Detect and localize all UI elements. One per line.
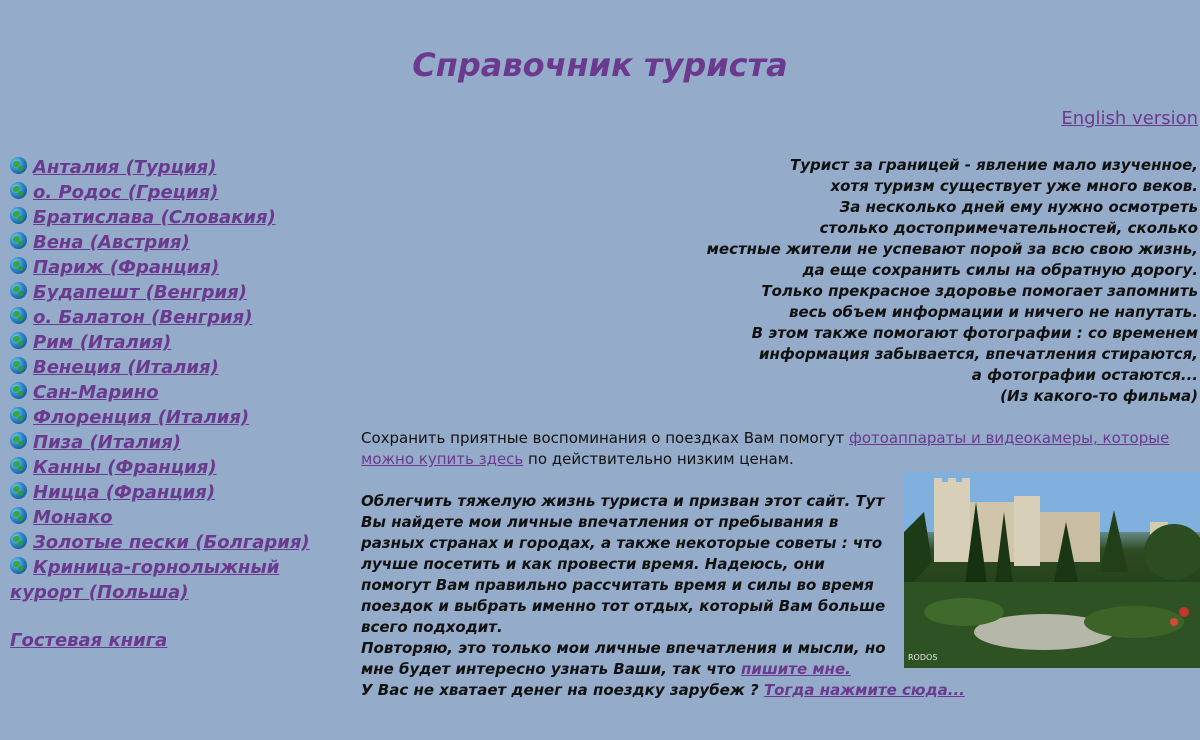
nav-link[interactable]: Золотые пески (Болгария) xyxy=(33,532,310,553)
nav-item-cannes xyxy=(10,455,355,480)
nav-item-vienna xyxy=(10,230,355,255)
globe-icon xyxy=(10,532,27,549)
nav-link[interactable]: Братислава (Словакия) xyxy=(33,207,276,228)
quote-line: Турист за границей - явление мало изученное, xyxy=(790,156,1198,174)
globe-icon xyxy=(10,182,27,199)
nav-link[interactable]: Пиза (Италия) xyxy=(33,432,181,453)
quote-line: информация забывается, впечатления стираются, xyxy=(759,345,1198,363)
quote-line: В этом также помогают фотографии : со временем xyxy=(751,324,1198,342)
nav-link[interactable]: Сан-Марино xyxy=(33,382,159,403)
nav-link[interactable]: Вена (Австрия) xyxy=(33,232,190,253)
nav-link[interactable]: Будапешт (Венгрия) xyxy=(33,282,247,303)
guestbook-link[interactable]: Гостевая книга xyxy=(10,630,168,651)
quote-source: (Из какого-то фильма) xyxy=(1000,387,1198,405)
nav-item-monaco xyxy=(10,505,355,530)
nav-link[interactable]: Париж (Франция) xyxy=(33,257,220,278)
camera-shop-link[interactable]: фотоаппараты и видеокамеры, которые можно купить здесь xyxy=(361,429,1170,468)
nav-item-krynica xyxy=(10,555,355,605)
nav-item-antalya xyxy=(10,155,355,180)
epigraph-quote xyxy=(558,155,1198,407)
nav-link[interactable]: о. Балатон (Венгрия) xyxy=(33,307,253,328)
globe-icon xyxy=(10,457,27,474)
nav-link[interactable]: о. Родос (Греция) xyxy=(33,182,219,203)
feedback-text: Повторяю, это только мои личные впечатления и мысли, но мне будет интересно узнать Ваши, так что xyxy=(361,639,886,678)
globe-icon xyxy=(10,407,27,424)
globe-icon xyxy=(10,432,27,449)
about-paragraph: Облегчить тяжелую жизнь туриста и призван этот сайт. Тут Вы найдете мои личные впечатления от пребывания в разных странах и городах, а также некоторые советы : что лучше посетить и как провести время. Надеюсь, они помогут Вам правильно рассчитать время и силы во время поездок и выбрать именно тот отдых, который Вам больше всего подходит. xyxy=(361,492,886,636)
nav-item-florence xyxy=(10,405,355,430)
nav-item-san-marino xyxy=(10,380,355,405)
globe-icon xyxy=(10,157,27,174)
quote-line: да еще сохранить силы на обратную дорогу. xyxy=(802,261,1198,279)
quote-line: местные жители не успевают порой за всю свою жизнь, xyxy=(706,240,1198,258)
photo-caption: RODOS xyxy=(908,653,938,662)
quote-line: хотя туризм существует уже много веков. xyxy=(830,177,1198,195)
money-text: У Вас не хватает денег на поездку зарубеж ? xyxy=(361,681,764,699)
nav-item-pisa xyxy=(10,430,355,455)
globe-icon xyxy=(10,307,27,324)
quote-line: а фотографии остаются... xyxy=(971,366,1198,384)
nav-item-venice xyxy=(10,355,355,380)
quote-line: весь объем информации и ничего не напутать. xyxy=(788,303,1198,321)
nav-link[interactable]: Рим (Италия) xyxy=(33,332,172,353)
globe-icon xyxy=(10,232,27,249)
english-version-link[interactable]: English version xyxy=(1061,108,1198,129)
nav-item-balaton xyxy=(10,305,355,330)
promo-text: Сохранить приятные воспоминания о поездках Вам помогут xyxy=(361,429,849,447)
nav-link[interactable]: Флоренция (Италия) xyxy=(33,407,250,428)
nav-link[interactable]: Канны (Франция) xyxy=(33,457,217,478)
nav-item-paris xyxy=(10,255,355,280)
nav-item-rome xyxy=(10,330,355,355)
globe-icon xyxy=(10,332,27,349)
nav-link[interactable]: Ницца (Франция) xyxy=(33,482,216,503)
promo-text-end: по действительно низким ценам. xyxy=(523,450,794,468)
globe-icon xyxy=(10,257,27,274)
promo-paragraph xyxy=(361,428,1186,470)
globe-icon xyxy=(10,207,27,224)
quote-line: столько достопримечательностей, сколько xyxy=(819,219,1198,237)
globe-icon xyxy=(10,382,27,399)
globe-icon xyxy=(10,507,27,524)
main-content xyxy=(361,428,1186,701)
globe-icon xyxy=(10,357,27,374)
nav-item-rhodes xyxy=(10,180,355,205)
nav-item-nice xyxy=(10,480,355,505)
click-here-link[interactable]: Тогда нажмите сюда... xyxy=(763,681,965,699)
globe-icon xyxy=(10,482,27,499)
quote-line: За несколько дней ему нужно осмотреть xyxy=(839,198,1198,216)
globe-icon xyxy=(10,282,27,299)
quote-line: Только прекрасное здоровье помогает запомнить xyxy=(761,282,1198,300)
nav-item-bratislava xyxy=(10,205,355,230)
rhodes-photo xyxy=(904,472,1200,668)
nav-item-budapest xyxy=(10,280,355,305)
nav-link[interactable]: Криница-горнолыжный курорт (Польша) xyxy=(10,557,280,603)
nav-link[interactable]: Анталия (Турция) xyxy=(33,157,217,178)
globe-icon xyxy=(10,557,27,574)
nav-link[interactable]: Монако xyxy=(33,507,113,528)
money-paragraph xyxy=(361,680,1186,701)
nav-link[interactable]: Венеция (Италия) xyxy=(33,357,219,378)
destination-list xyxy=(10,155,355,605)
rhodes-palace-image xyxy=(904,472,1200,668)
page-title: Справочник туриста xyxy=(412,46,788,84)
nav-item-golden-sands xyxy=(10,530,355,555)
write-me-link[interactable]: пишите мне. xyxy=(740,660,851,678)
